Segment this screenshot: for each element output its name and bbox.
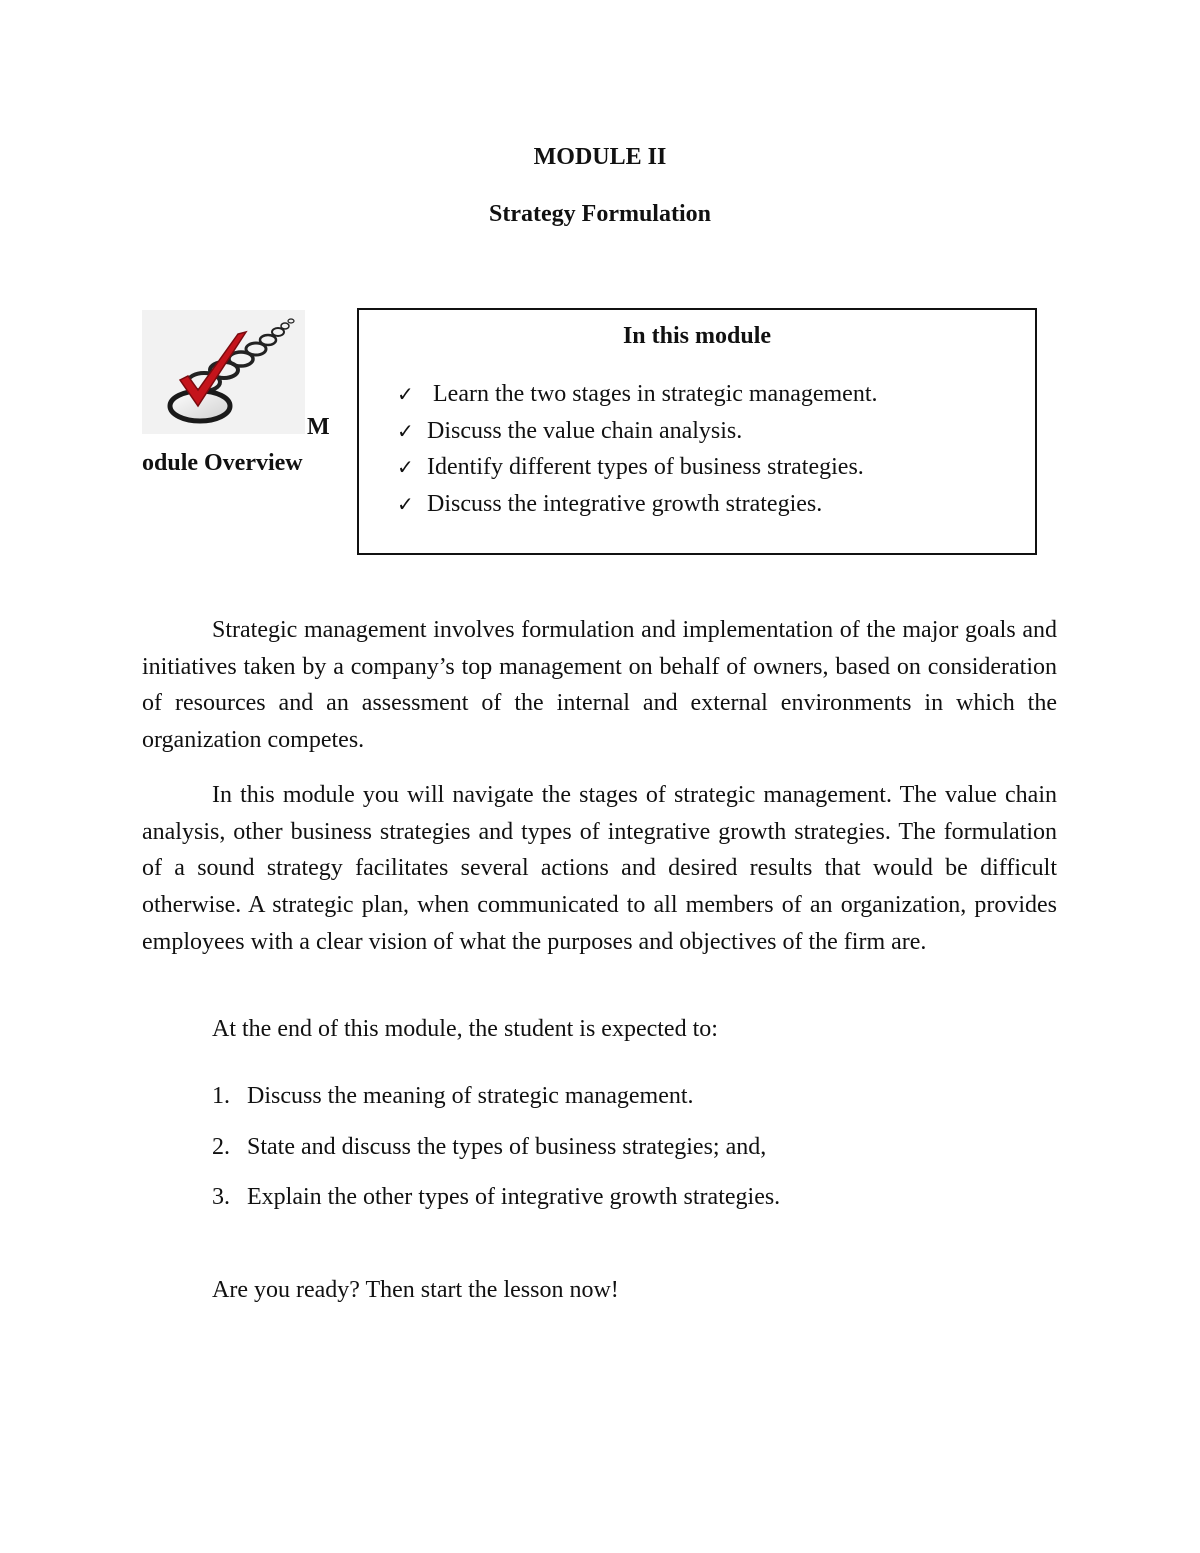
objective-text: Identify different types of business strategies. — [427, 454, 864, 480]
expectation-item — [212, 1071, 780, 1122]
objectives-list — [397, 376, 878, 522]
checkmark-icon: ✓ — [397, 455, 414, 479]
item-text: Discuss the meaning of strategic management. — [247, 1083, 694, 1109]
checklist-checkmark-icon — [142, 310, 305, 434]
checkmark-icon: ✓ — [397, 491, 414, 516]
closing-line: Are you ready? Then start the lesson now! — [212, 1277, 619, 1303]
objective-text: Learn the two stages in strategic management. — [427, 381, 878, 407]
objective-item — [397, 449, 878, 486]
objective-text: Discuss the integrative growth strategies. — [427, 490, 823, 517]
body-paragraph-2: In this module you will navigate the stages of strategic management. The value chain analysis, other business strategies and types of integrative growth strategies. The formulation of a sound strategy facilitates several actions and desired results that would be difficult otherwise. A strategic plan, when communicated to all members of an organization, provides employees with a clear vision of what the purposes and objectives of the firm are. — [142, 782, 1057, 955]
objectives-box — [357, 308, 1037, 555]
module-subtitle: Strategy Formulation — [489, 201, 711, 227]
module-title: MODULE II — [533, 144, 667, 170]
expectations-intro: At the end of this module, the student is expected to: — [212, 1016, 718, 1042]
objective-item — [397, 486, 878, 523]
item-number: 1. — [212, 1083, 230, 1109]
objectives-box-title: In this module — [622, 323, 772, 349]
overview-label-part2: odule Overview — [142, 450, 303, 476]
item-text: Explain the other types of integrative growth strategies. — [247, 1184, 781, 1210]
objective-text: Discuss the value chain analysis. — [427, 417, 743, 444]
overview-label-part1: M — [307, 414, 330, 440]
item-number: 2. — [212, 1133, 230, 1160]
expectations-list — [212, 1071, 780, 1223]
checkmark-icon: ✓ — [397, 382, 414, 406]
item-number: 3. — [212, 1184, 230, 1210]
item-text: State and discuss the types of business strategies; and, — [247, 1133, 767, 1160]
body-paragraph-1: Strategic management involves formulation and implementation of the major goals and initiatives taken by a company’s top management on behalf of owners, based on consideration of resources and an assessment of the internal and external environments in which the organization competes. — [142, 617, 1057, 754]
expectation-item — [212, 1122, 780, 1173]
checkmark-icon: ✓ — [397, 418, 414, 443]
objective-item — [397, 376, 878, 413]
expectation-item — [212, 1172, 780, 1223]
objective-item — [397, 413, 878, 450]
